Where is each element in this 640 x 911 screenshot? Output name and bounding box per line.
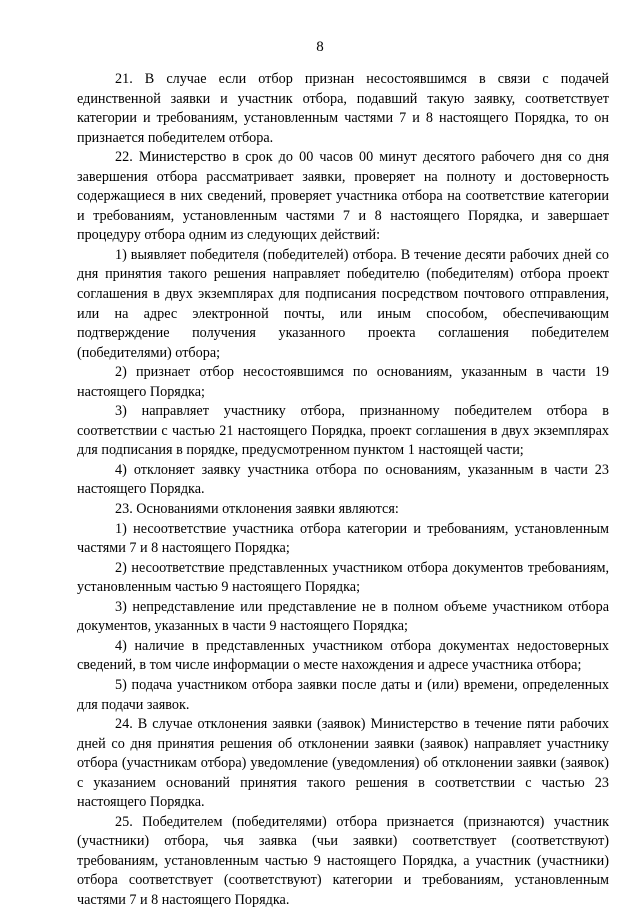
paragraph-22-item-1: 1) выявляет победителя (победителей) отбора. В течение десяти рабочих дней со дня принятия такого решения направляет победителю (победителям) отбора проект соглашения в двух экземплярах для подписания посредством почтового отправления, или на адрес электронной почты, или иным способом, обеспечивающим подтверждение получения указанного проекта соглашения победителем (победителями) отбора; [77, 246, 609, 361]
paragraph-23-item-2: 2) несоответствие представленных участником отбора документов требованиям, установленным частью 9 настоящего Порядка; [77, 559, 609, 596]
paragraph-23-item-4: 4) наличие в представленных участником отбора документах недостоверных сведений, в том числе информации о месте нахождения и адресе участника отбора; [77, 637, 609, 674]
paragraph-25: 25. Победителем (победителями) отбора признается (признаются) участник (участники) отбора, чья заявка (чьи заявки) соответствует (соответствуют) требованиям, установленным частью 9 настоящего Порядка, а участник (участники) отбора соответствует (соответствуют) категории и требованиям, установленным частями 7 и 8 настоящего Порядка. [77, 813, 609, 908]
paragraph-24: 24. В случае отклонения заявки (заявок) Министерство в течение пяти рабочих дней со дня принятия решения об отклонении заявки (заявок) направляет участнику отбора (участникам отбора) уведомление (уведомления) об отклонении заявки (заявок) с указанием оснований принятия такого решения в соответствии с частью 23 настоящего Порядка. [77, 716, 609, 811]
paragraph-21: 21. В случае если отбор признан несостоявшимся в связи с подачей единственной заявки и участник отбора, подавший такую заявку, соответствует категории и требованиям, установленным частями 7 и 8 настоящего Порядка, то он признается победителем отбора. [77, 71, 609, 146]
paragraph-23: 23. Основаниями отклонения заявки являются: [115, 501, 399, 518]
document-body [77, 70, 609, 911]
paragraph-22-item-4: 4) отклоняет заявку участника отбора по основаниям, указанным в части 23 настоящего Порядка. [77, 461, 609, 498]
paragraph-22: 22. Министерство в срок до 00 часов 00 минут десятого рабочего дня со дня завершения отбора рассматривает заявки, проверяет на полноту и достоверность содержащиеся в них сведений, проверяет участника отбора на соответствие категории и требованиям, установленным частями 7 и 8 настоящего Порядка, и завершает процедуру отбора одним из следующих действий: [77, 149, 609, 244]
paragraph-23-item-3: 3) непредставление или представление не в полном объеме участником отбора документов, указанных в части 9 настоящего Порядка; [77, 598, 609, 635]
paragraph-22-item-2: 2) признает отбор несостоявшимся по основаниям, указанным в части 19 настоящего Порядка; [77, 364, 609, 400]
page-number: 8 [316, 39, 324, 55]
paragraph-22-item-3: 3) направляет участнику отбора, признанному победителем отбора в соответствии с частью 21 настоящего Порядка, проект соглашения в двух экземплярах для подписания в порядке, предусмотренном пунктом 1 настоящей части; [77, 403, 609, 459]
paragraph-23-item-1: 1) несоответствие участника отбора категории и требованиям, установленным частями 7 и 8 настоящего Порядка; [77, 520, 609, 557]
paragraph-23-item-5: 5) подача участником отбора заявки после даты и (или) времени, определенных для подачи заявок. [77, 676, 609, 713]
